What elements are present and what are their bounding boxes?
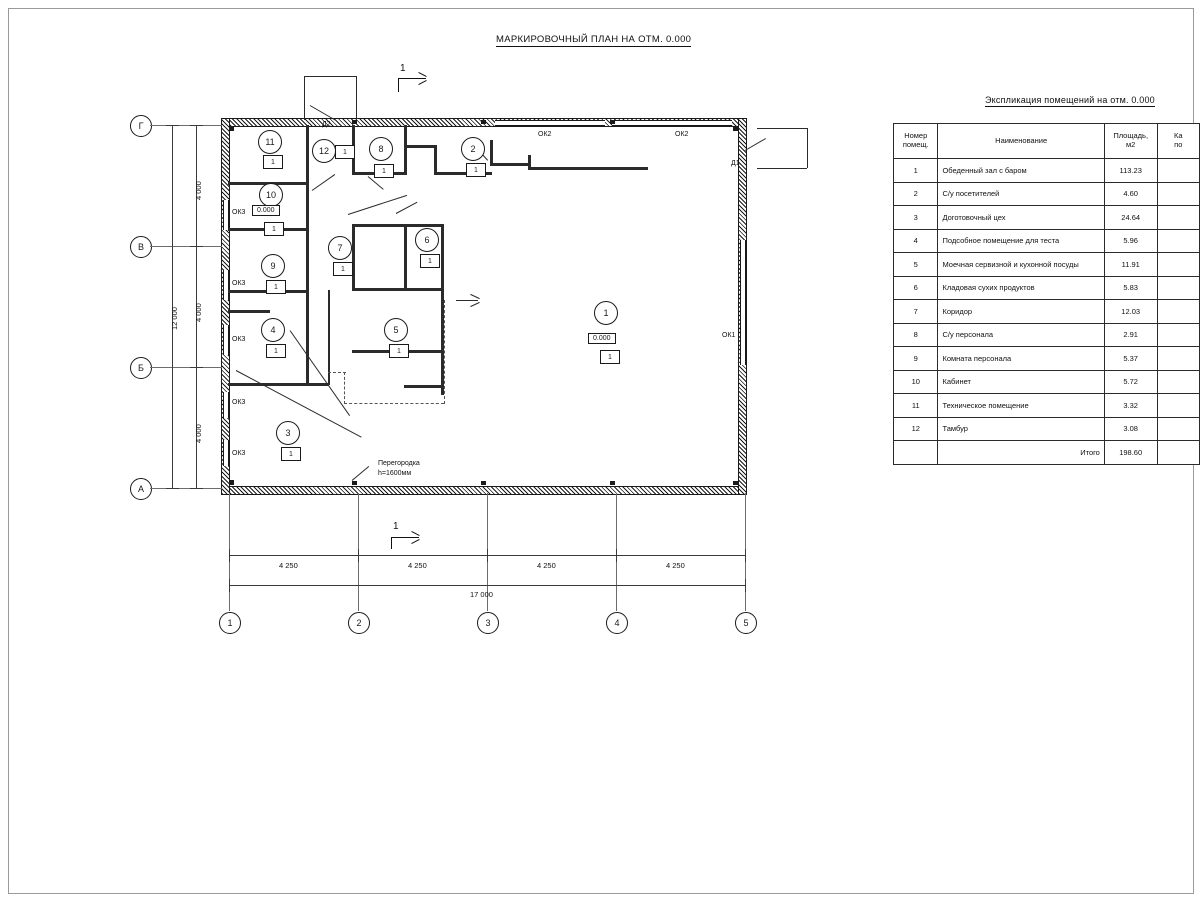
dim-tick-ho-1 <box>229 579 230 592</box>
label-ok2-right: ОК2 <box>675 131 689 138</box>
pier-mark-1 <box>229 126 234 131</box>
room-bubble-1: 1 <box>594 301 618 325</box>
label-ok2-left: ОК2 <box>538 131 552 138</box>
partition-v-9 <box>490 140 493 164</box>
label-ok3-e: ОК3 <box>232 450 246 457</box>
window-opening-ok2-left <box>495 120 605 126</box>
cell-room-number: 4 <box>894 229 938 253</box>
table-row <box>894 323 1200 347</box>
cell-room-area: 5.96 <box>1104 229 1157 253</box>
room-flag-1: 1 <box>600 350 620 364</box>
cell-room-category <box>1157 347 1199 371</box>
total-spacer <box>894 441 938 465</box>
room-flag-9: 1 <box>266 280 286 294</box>
partition-h-10 <box>434 145 437 175</box>
dim-h-total: 17 000 <box>470 590 493 599</box>
dim-h-4: 4 250 <box>666 561 685 570</box>
entrance-right-side <box>807 128 808 168</box>
pier-mark-7 <box>481 481 486 485</box>
section-mark-top-arm <box>398 78 426 79</box>
window-opening-ok1-right <box>740 240 746 365</box>
cell-room-category <box>1157 276 1199 300</box>
partition-h-9 <box>404 145 434 148</box>
cell-room-name: Тамбур <box>938 417 1104 441</box>
room-flag-12: 1 <box>335 145 355 159</box>
pier-mark-10 <box>733 126 738 131</box>
cell-room-name: Комната персонала <box>938 347 1104 371</box>
entrance-vestibule-left <box>304 76 305 120</box>
axis-line-b <box>150 367 222 368</box>
partition-v-4 <box>404 125 407 173</box>
partition-h-8 <box>352 288 444 291</box>
cell-room-area: 3.08 <box>1104 417 1157 441</box>
page-title: МАРКИРОВОЧНЫЙ ПЛАН НА ОТМ. 0.000 <box>496 34 692 45</box>
entrance-right-bottom <box>757 168 807 169</box>
section-mark-top-label: 1 <box>400 63 406 74</box>
dim-tick-vo-2 <box>166 488 179 489</box>
cell-room-number: 12 <box>894 417 938 441</box>
axis-bubble-5: 5 <box>735 612 757 634</box>
table-total-row <box>894 441 1200 465</box>
cell-room-name: Коридор <box>938 300 1104 324</box>
table-row <box>894 253 1200 277</box>
room-bubble-8: 8 <box>369 137 393 161</box>
cell-room-area: 24.64 <box>1104 206 1157 230</box>
table-row <box>894 370 1200 394</box>
dim-tick-h-3 <box>487 549 488 562</box>
cell-room-area: 5.83 <box>1104 276 1157 300</box>
cell-room-number: 5 <box>894 253 938 277</box>
dim-tick-h-1 <box>229 549 230 562</box>
label-ok3-b: ОК3 <box>232 280 246 287</box>
cell-room-number: 8 <box>894 323 938 347</box>
label-ok3-c: ОК3 <box>232 336 246 343</box>
cell-room-name: Кабинет <box>938 370 1104 394</box>
header-number <box>894 124 938 159</box>
partition-h-13 <box>528 167 648 170</box>
table-row <box>894 394 1200 418</box>
axis-bubble-g: Г <box>130 115 152 137</box>
table-title: Экспликация помещений на отм. 0.000 <box>985 95 1155 105</box>
label-ok3-a: ОК3 <box>232 209 246 216</box>
room-bubble-9: 9 <box>261 254 285 278</box>
room-flag-4: 1 <box>266 344 286 358</box>
cell-room-area: 11.91 <box>1104 253 1157 277</box>
window-opening-ok3-left-c <box>223 325 229 355</box>
axis-bubble-b: Б <box>130 357 152 379</box>
header-category <box>1157 124 1199 159</box>
label-ok3-d: ОК3 <box>232 399 246 406</box>
dim-tick-h-4 <box>616 549 617 562</box>
level-mark-small: 0.000 <box>252 205 280 216</box>
table-row <box>894 206 1200 230</box>
section-mark-top-stem <box>398 78 399 92</box>
dim-v-total: 12 000 <box>170 307 179 330</box>
cell-room-area: 113.23 <box>1104 159 1157 183</box>
partition-v-5 <box>352 225 355 290</box>
pier-mark-8 <box>610 481 615 485</box>
dim-v-3: 4 000 <box>194 424 203 443</box>
room-flag-6: 1 <box>420 254 440 268</box>
header-number-line2: помещ. <box>902 140 929 149</box>
low-partition-dash-h2 <box>328 372 346 373</box>
table-row <box>894 229 1200 253</box>
total-category <box>1157 441 1199 465</box>
window-opening-ok3-left-b <box>223 270 229 300</box>
room-schedule-table <box>893 123 1200 465</box>
table-row <box>894 276 1200 300</box>
cell-room-name: С/у посетителей <box>938 182 1104 206</box>
room-bubble-11: 11 <box>258 130 282 154</box>
door-swing-3 <box>456 300 478 301</box>
pier-mark-9 <box>733 481 738 485</box>
cell-room-category <box>1157 417 1199 441</box>
cell-room-category <box>1157 182 1199 206</box>
dim-tick-ho-2 <box>745 579 746 592</box>
cell-room-area: 5.72 <box>1104 370 1157 394</box>
dim-chain-h-outer <box>229 585 746 586</box>
room-bubble-3: 3 <box>276 421 300 445</box>
label-ok1: ОК1 <box>722 332 736 339</box>
pier-mark-4 <box>610 120 615 124</box>
pier-mark-6 <box>352 481 357 485</box>
cell-room-name: Доготовочный цех <box>938 206 1104 230</box>
room-bubble-6: 6 <box>415 228 439 252</box>
dim-tick-h-5 <box>745 549 746 562</box>
cell-room-category <box>1157 300 1199 324</box>
header-number-line1: Номер <box>904 131 928 141</box>
axis-line-a <box>150 488 222 489</box>
room-bubble-7: 7 <box>328 236 352 260</box>
partition-h-4 <box>228 310 270 313</box>
table-row <box>894 417 1200 441</box>
axis-line-v <box>150 246 222 247</box>
dim-tick-v-2 <box>190 246 203 247</box>
room-flag-2: 1 <box>466 163 486 177</box>
dim-tick-v-3 <box>190 367 203 368</box>
total-value: 198.60 <box>1104 441 1157 465</box>
window-opening-ok3-left-d <box>223 392 229 418</box>
partition-v-6 <box>404 225 407 290</box>
cell-room-area: 5.37 <box>1104 347 1157 371</box>
dim-tick-vo-1 <box>166 125 179 126</box>
room-flag-7: 1 <box>333 262 353 276</box>
axis-bubble-3: 3 <box>477 612 499 634</box>
room-flag-5: 1 <box>389 344 409 358</box>
cell-room-number: 2 <box>894 182 938 206</box>
cell-room-number: 9 <box>894 347 938 371</box>
pier-mark-5 <box>229 480 234 485</box>
partition-h-7 <box>352 224 444 227</box>
cell-room-number: 6 <box>894 276 938 300</box>
room-bubble-5: 5 <box>384 318 408 342</box>
axis-bubble-4: 4 <box>606 612 628 634</box>
cell-room-category <box>1157 206 1199 230</box>
room-bubble-4: 4 <box>261 318 285 342</box>
room-flag-8: 1 <box>374 164 394 178</box>
section-mark-bottom-stem <box>391 537 392 549</box>
room-bubble-2: 2 <box>461 137 485 161</box>
label-d2: Д2 <box>322 121 331 128</box>
exterior-wall-bottom <box>221 486 747 495</box>
cell-room-area: 12.03 <box>1104 300 1157 324</box>
table-row <box>894 347 1200 371</box>
cell-room-name: С/у персонала <box>938 323 1104 347</box>
room-bubble-10: 10 <box>259 183 283 207</box>
window-opening-ok2-right <box>612 120 732 126</box>
cell-room-category <box>1157 323 1199 347</box>
partition-v-1 <box>306 125 309 183</box>
cell-room-category <box>1157 159 1199 183</box>
table-row <box>894 159 1200 183</box>
pier-mark-3 <box>481 120 486 124</box>
low-partition-dash-v2 <box>344 372 345 404</box>
low-partition-dash-h <box>344 403 444 404</box>
partition-h-5 <box>228 383 328 386</box>
cell-room-name: Техническое помещение <box>938 394 1104 418</box>
cell-room-category <box>1157 229 1199 253</box>
low-partition-dash-v <box>444 300 445 404</box>
partition-h-12 <box>490 163 530 166</box>
header-category-line2: по <box>1174 140 1183 149</box>
cell-room-area: 3.32 <box>1104 394 1157 418</box>
dim-v-2: 4 000 <box>194 303 203 322</box>
cell-room-category <box>1157 394 1199 418</box>
window-opening-ok3-left-a <box>223 200 229 230</box>
cell-room-number: 3 <box>894 206 938 230</box>
cell-room-number: 10 <box>894 370 938 394</box>
entrance-vestibule-right <box>356 76 357 120</box>
cell-room-name: Подсобное помещение для теста <box>938 229 1104 253</box>
exterior-wall-left <box>221 118 230 495</box>
room-flag-10: 1 <box>264 222 284 236</box>
cell-room-number: 1 <box>894 159 938 183</box>
pier-mark-2 <box>352 120 357 124</box>
partition-note-line1: Перегородка <box>378 460 420 467</box>
dim-h-2: 4 250 <box>408 561 427 570</box>
cell-room-area: 2.91 <box>1104 323 1157 347</box>
axis-bubble-2: 2 <box>348 612 370 634</box>
partition-h-15 <box>404 385 444 388</box>
partition-note-line2: h=1600мм <box>378 470 412 477</box>
table-header-row <box>894 124 1200 159</box>
header-area <box>1104 124 1157 159</box>
dim-v-1: 4 000 <box>194 181 203 200</box>
axis-bubble-a: А <box>130 478 152 500</box>
axis-bubble-v: В <box>130 236 152 258</box>
section-mark-bottom-arm <box>391 537 419 538</box>
cell-room-number: 11 <box>894 394 938 418</box>
cell-room-name: Обеденный зал с баром <box>938 159 1104 183</box>
room-flag-3: 1 <box>281 447 301 461</box>
cell-room-category <box>1157 370 1199 394</box>
room-bubble-12: 12 <box>312 139 336 163</box>
header-name: Наименование <box>938 124 1104 159</box>
room-flag-11: 1 <box>263 155 283 169</box>
dim-tick-v-4 <box>190 488 203 489</box>
cell-room-number: 7 <box>894 300 938 324</box>
section-mark-bottom-label: 1 <box>393 521 399 532</box>
entrance-vestibule-top <box>304 76 356 77</box>
axis-line-g <box>150 125 222 126</box>
cell-room-category <box>1157 253 1199 277</box>
cell-room-name: Моечная сервизной и кухонной посуды <box>938 253 1104 277</box>
header-category-line1: Ка <box>1173 131 1183 141</box>
total-label: Итого <box>938 441 1104 465</box>
table-row <box>894 300 1200 324</box>
cell-room-name: Кладовая сухих продуктов <box>938 276 1104 300</box>
cell-room-area: 4.60 <box>1104 182 1157 206</box>
label-d1: Д1 <box>731 160 740 167</box>
header-area-line1: Площадь, <box>1113 131 1149 141</box>
dim-h-3: 4 250 <box>537 561 556 570</box>
level-mark-main: 0.000 <box>588 333 616 344</box>
dim-tick-h-2 <box>358 549 359 562</box>
table-row <box>894 182 1200 206</box>
header-area-line2: м2 <box>1126 140 1136 149</box>
partition-v-11 <box>328 290 330 385</box>
axis-bubble-1: 1 <box>219 612 241 634</box>
window-opening-ok3-left-e <box>223 440 229 466</box>
entrance-right-top <box>757 128 807 129</box>
dim-tick-v-1 <box>190 125 203 126</box>
dim-h-1: 4 250 <box>279 561 298 570</box>
